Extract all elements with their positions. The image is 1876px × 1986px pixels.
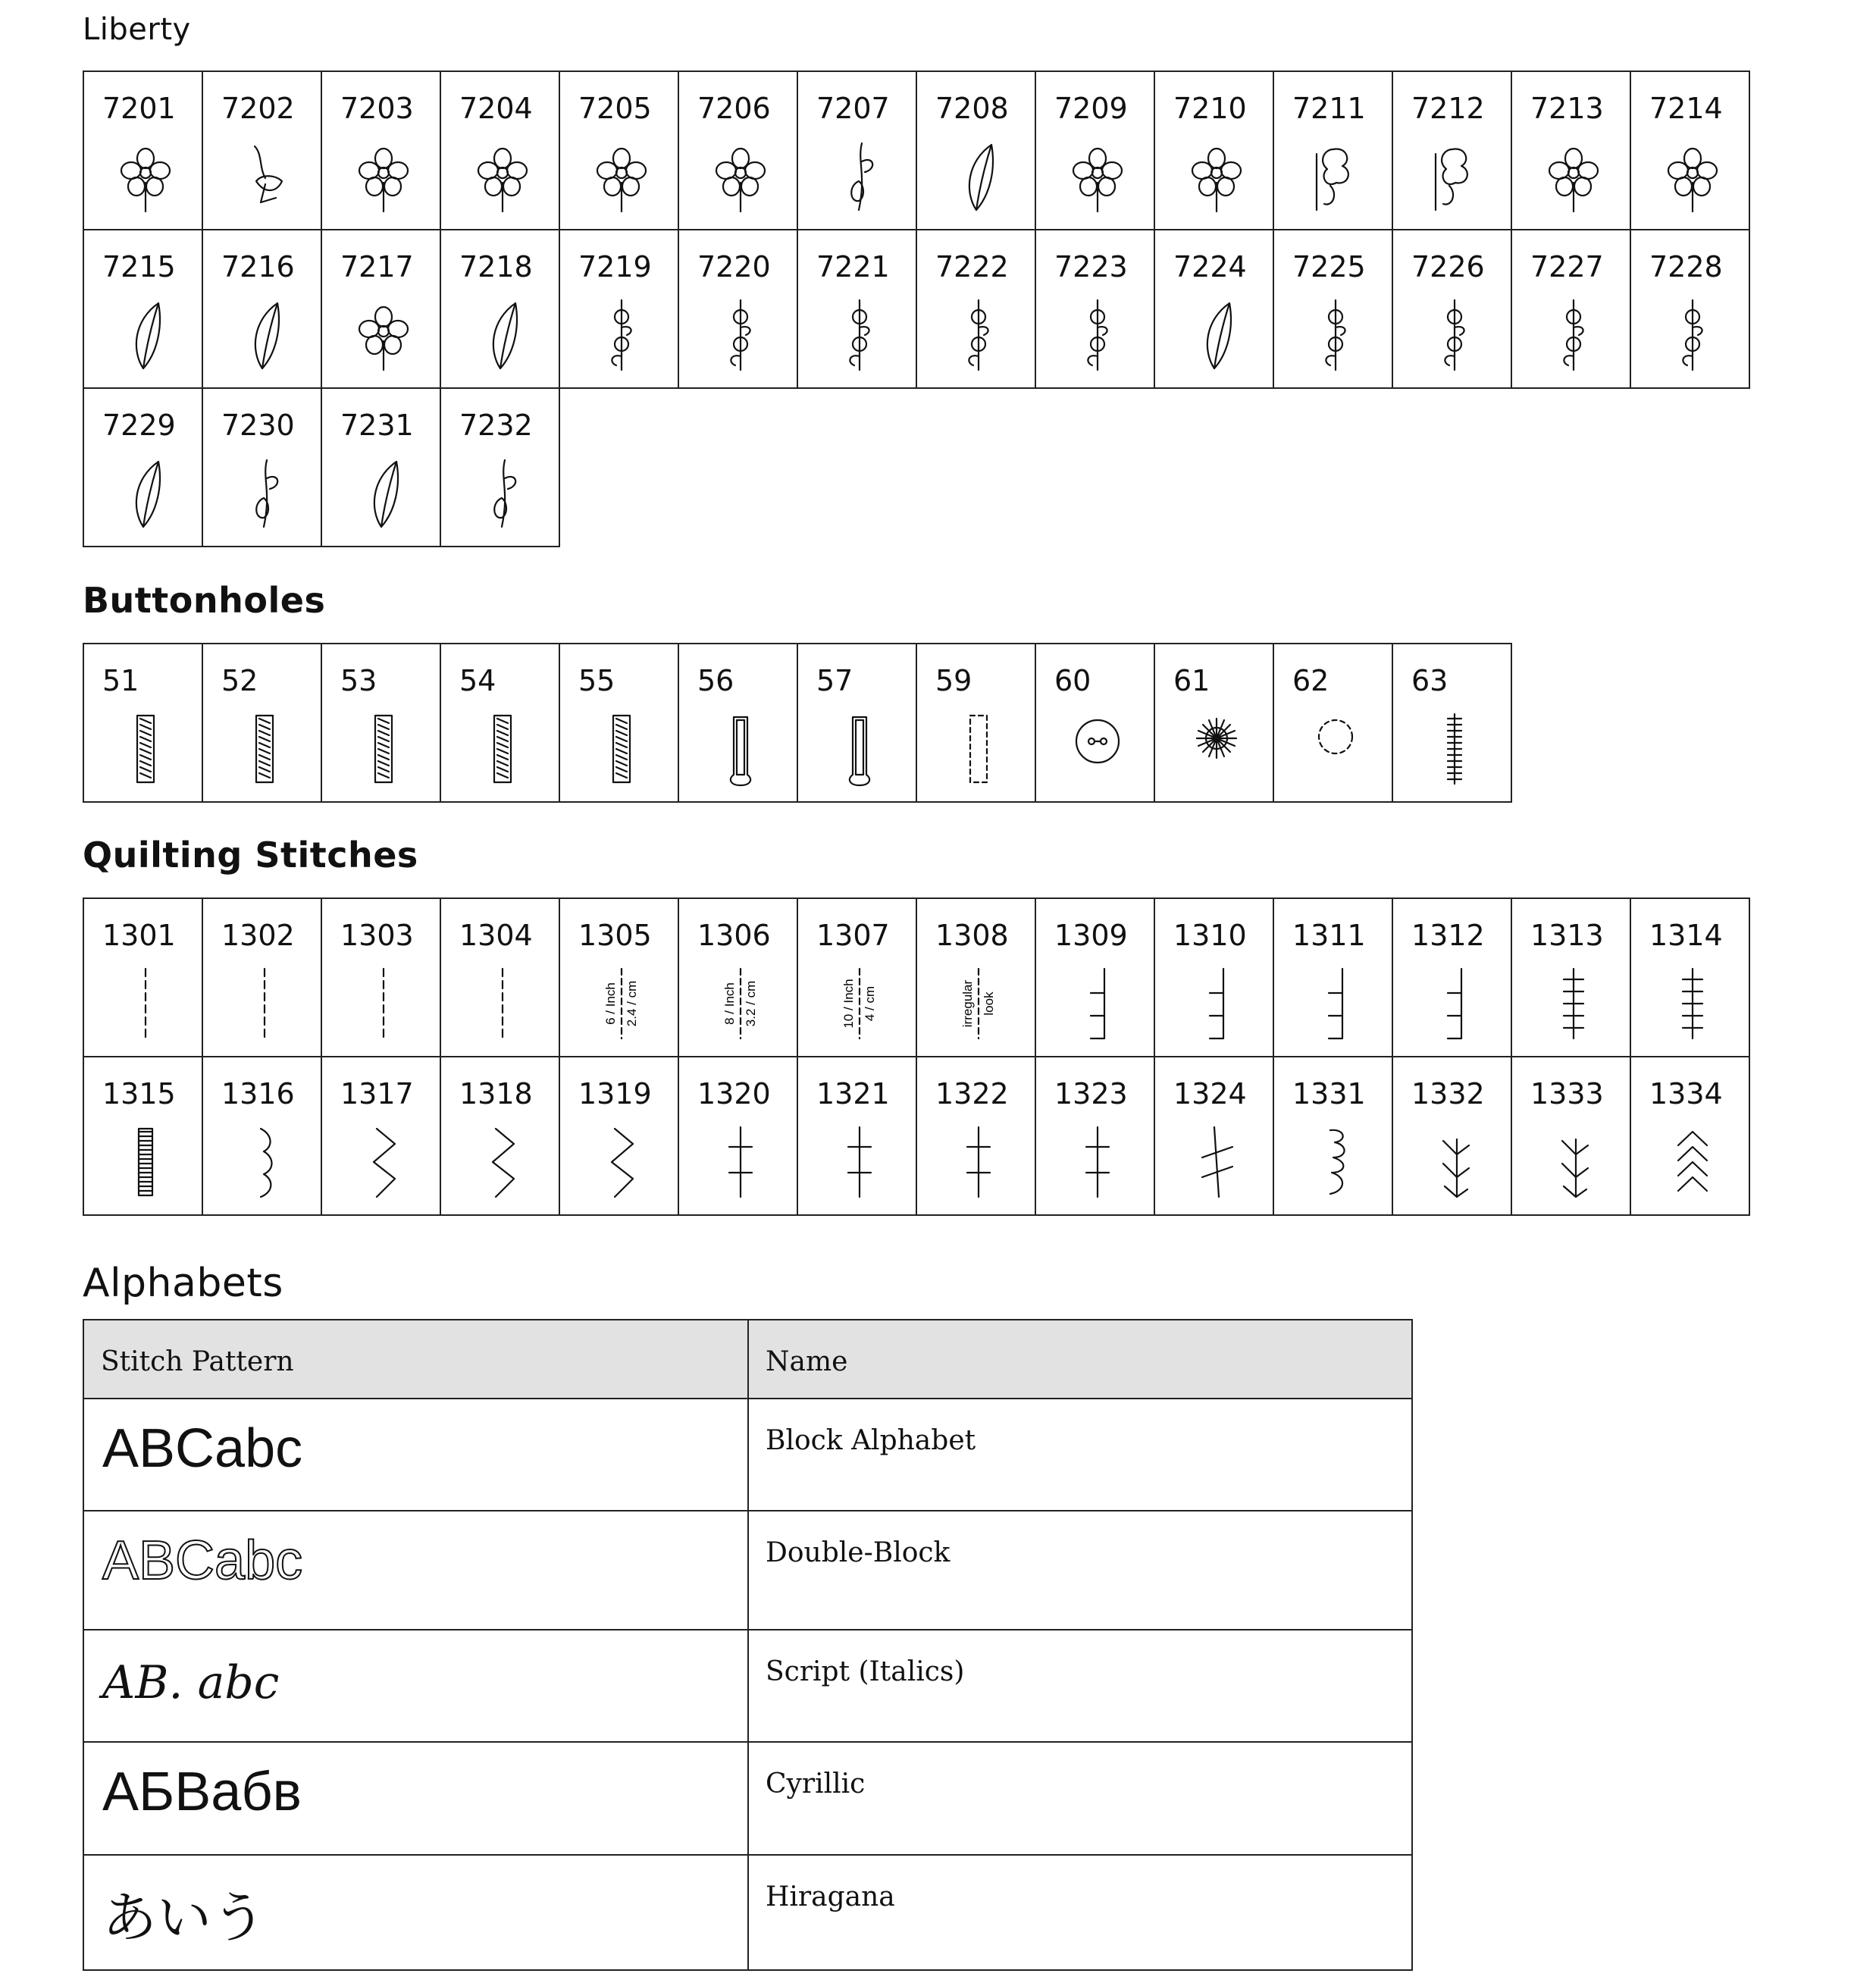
stitch-cell [202, 388, 321, 547]
stitch-number: 7218 [459, 250, 533, 283]
comb-stitch-icon [1422, 966, 1487, 1042]
alphabet-name: Block Alphabet [748, 1399, 1412, 1511]
keyhole-buttonhole-icon [827, 711, 892, 787]
stitch-cell [83, 230, 202, 388]
section-title-alphabets: Alphabets [83, 1261, 283, 1306]
stitch-cell [559, 230, 678, 388]
bud-icon [827, 139, 892, 215]
alphabet-name: Double-Block [748, 1511, 1412, 1630]
stitch-number: 7228 [1649, 250, 1723, 283]
stitch-number: 7207 [816, 92, 890, 125]
stitch-cell [1273, 644, 1392, 802]
comb-stitch-icon [1303, 966, 1368, 1042]
stitch-number: 7214 [1649, 92, 1723, 125]
stitch-number: 1307 [816, 919, 890, 952]
stitch-cell [440, 898, 559, 1057]
flower-stem-icon [1422, 139, 1487, 215]
stitch-cell [1392, 71, 1511, 230]
stitch-number: 61 [1173, 664, 1210, 697]
vine-icon [1660, 297, 1725, 373]
alphabet-name: Script (Italics) [748, 1630, 1412, 1742]
stitch-number: 7210 [1173, 92, 1247, 125]
stitch-cell [321, 1057, 440, 1215]
stitch-number: 7220 [697, 250, 771, 283]
stitch-number: 7229 [102, 409, 176, 442]
grid-row [83, 898, 1749, 1057]
table-row [83, 1630, 1412, 1742]
stitch-cell [1035, 1057, 1154, 1215]
stitch-number: 7213 [1530, 92, 1604, 125]
vine-icon [589, 297, 654, 373]
bud-icon [232, 456, 297, 531]
stitch-cell [1630, 1057, 1749, 1215]
stitch-cell [916, 644, 1035, 802]
stitch-cell [1511, 898, 1630, 1057]
stitch-number: 7216 [221, 250, 295, 283]
stitch-cell [1273, 1057, 1392, 1215]
buttonhole-icon [232, 711, 297, 787]
stitch-number: 1304 [459, 919, 533, 952]
stitch-cell [559, 1057, 678, 1215]
table-row [83, 1855, 1412, 1970]
stitch-density-label: 2.4 / cm [625, 980, 639, 1027]
zigzag-stitch-icon [589, 1124, 654, 1200]
stitch-number: 57 [816, 664, 853, 697]
table-row [83, 1511, 1412, 1630]
stitch-number: 53 [340, 664, 377, 697]
alphabet-sample: ABCabc [102, 1530, 303, 1591]
branch-stitch-icon [1422, 1124, 1487, 1200]
stitch-number: 7203 [340, 92, 414, 125]
chevron-stitch-icon [1660, 1124, 1725, 1200]
alphabets-table [83, 1319, 1413, 1971]
stitch-number: 1333 [1530, 1077, 1604, 1110]
stitch-number: 1311 [1292, 919, 1366, 952]
dash-line-icon [470, 966, 535, 1042]
stitch-number: 1317 [340, 1077, 414, 1110]
stipple-stitch-icon [1303, 1124, 1368, 1200]
flower-icon [1541, 139, 1606, 215]
stitch-cell [1630, 898, 1749, 1057]
vine-icon [1303, 297, 1368, 373]
comb-stitch-icon [1065, 966, 1130, 1042]
stitch-density-label: 10 / Inch [841, 979, 856, 1029]
alphabets-header-row [83, 1320, 1412, 1399]
stitch-number: 1310 [1173, 919, 1247, 952]
stitch-cell [202, 230, 321, 388]
stitch-cell [916, 71, 1035, 230]
stitch-cell [1154, 898, 1273, 1057]
stitch-density-label: irregular [960, 979, 975, 1028]
zigzag-stitch-icon [470, 1124, 535, 1200]
branch-stitch-icon [1541, 1124, 1606, 1200]
section-title-quilting: Quilting Stitches [83, 835, 418, 876]
stitch-number: 1319 [578, 1077, 652, 1110]
stitch-number: 7208 [935, 92, 1009, 125]
stitch-cell [916, 898, 1035, 1057]
flower-icon [470, 139, 535, 215]
stitch-cell [321, 644, 440, 802]
labeled-stitch-icon [708, 966, 773, 1042]
keyhole-buttonhole-icon [708, 711, 773, 787]
stitch-number: 1321 [816, 1077, 890, 1110]
stitch-number: 1315 [102, 1077, 176, 1110]
stitch-number: 7231 [340, 409, 414, 442]
dashed-buttonhole-icon [946, 711, 1011, 787]
stitch-number: 1318 [459, 1077, 533, 1110]
alphabet-sample: あいう [102, 1886, 267, 1950]
stitch-number: 7227 [1530, 250, 1604, 283]
comb-stitch-icon [1184, 966, 1249, 1042]
buttonhole-icon [113, 711, 178, 787]
stitch-cell [916, 1057, 1035, 1215]
feather-stitch-icon [1541, 966, 1606, 1042]
stitch-cell [678, 230, 797, 388]
stitch-cell [1154, 1057, 1273, 1215]
stitch-cell [797, 230, 916, 388]
section-title-buttonholes: Buttonholes [83, 580, 326, 621]
stitch-cell [1035, 898, 1154, 1057]
stitch-cell [559, 898, 678, 1057]
stitch-number: 62 [1292, 664, 1329, 697]
stitch-cell [1273, 230, 1392, 388]
leaf-icon [946, 139, 1011, 215]
stitch-number: 54 [459, 664, 496, 697]
leaf-icon [113, 456, 178, 531]
vine-icon [708, 297, 773, 373]
wave-stitch-icon [232, 1124, 297, 1200]
leaf-icon [113, 297, 178, 373]
stitch-cell [797, 644, 916, 802]
stitch-cell [83, 388, 202, 547]
alphabet-name: Cyrillic [748, 1742, 1412, 1855]
dashed-circle-icon [1303, 711, 1368, 787]
stitch-cell [678, 1057, 797, 1215]
stitch-cell [202, 644, 321, 802]
stitch-number: 1323 [1054, 1077, 1128, 1110]
stitch-number: 1301 [102, 919, 176, 952]
stitch-number: 7224 [1173, 250, 1247, 283]
stitch-cell [1154, 644, 1273, 802]
labeled-stitch-icon [946, 966, 1011, 1042]
cross-stitch-icon [708, 1124, 773, 1200]
stitch-cell [678, 644, 797, 802]
stitch-cell [1154, 71, 1273, 230]
stitch-cell [559, 71, 678, 230]
satin-stitch-icon [113, 1124, 178, 1200]
stitch-number: 56 [697, 664, 734, 697]
grid-row [83, 1057, 1749, 1215]
stitch-number: 1305 [578, 919, 652, 952]
stitch-number: 52 [221, 664, 258, 697]
vine-icon [1422, 297, 1487, 373]
dash-line-icon [232, 966, 297, 1042]
labeled-stitch-icon [589, 966, 654, 1042]
flower-icon [113, 139, 178, 215]
flower-stem-icon [1303, 139, 1368, 215]
dash-line-icon [351, 966, 416, 1042]
feather-stitch-icon [1660, 966, 1725, 1042]
stitch-number: 7211 [1292, 92, 1366, 125]
stitch-number: 7202 [221, 92, 295, 125]
stitch-number: 1324 [1173, 1077, 1247, 1110]
stitch-cell [440, 230, 559, 388]
alphabet-name: Hiragana [748, 1855, 1412, 1970]
stitch-number: 7206 [697, 92, 771, 125]
grid-row [83, 230, 1749, 388]
stitch-density-label: 8 / Inch [722, 982, 737, 1025]
stitch-number: 1306 [697, 919, 771, 952]
stitch-number: 1314 [1649, 919, 1723, 952]
stitch-number: 1308 [935, 919, 1009, 952]
stitch-cell [797, 1057, 916, 1215]
stitch-number: 1322 [935, 1077, 1009, 1110]
stitch-density-label: 3.2 / cm [744, 980, 758, 1027]
stitch-number: 60 [1054, 664, 1091, 697]
stitch-number: 7230 [221, 409, 295, 442]
stitch-cell [83, 71, 202, 230]
stitch-number: 1320 [697, 1077, 771, 1110]
stitch-number: 7219 [578, 250, 652, 283]
stitch-cell [1154, 230, 1273, 388]
stitch-cell [1511, 71, 1630, 230]
stitch-number: 7205 [578, 92, 652, 125]
table-row [83, 1742, 1412, 1855]
button-sew-on-icon [1065, 711, 1130, 787]
stitch-cell [1511, 1057, 1630, 1215]
buttonhole-icon [470, 711, 535, 787]
stitch-number: 1334 [1649, 1077, 1723, 1110]
flower-icon [1065, 139, 1130, 215]
stitch-cell [1392, 644, 1511, 802]
stitch-number: 7212 [1411, 92, 1485, 125]
column-header-stitch-pattern: Stitch Pattern [83, 1320, 748, 1399]
stitch-cell [321, 230, 440, 388]
stitch-cell [440, 388, 559, 547]
stitch-cell [83, 898, 202, 1057]
grid-row [83, 71, 1749, 230]
stitch-cell [321, 71, 440, 230]
stitch-number: 51 [102, 664, 139, 697]
stitch-number: 7215 [102, 250, 176, 283]
stitch-cell [1035, 71, 1154, 230]
zigzag-stitch-icon [351, 1124, 416, 1200]
stitch-number: 1332 [1411, 1077, 1485, 1110]
alphabet-sample: АБВабв [102, 1762, 302, 1822]
bar-tack-icon [1422, 711, 1487, 787]
vine-icon [1065, 297, 1130, 373]
stitch-cell [797, 71, 916, 230]
stitch-density-label: 6 / Inch [603, 982, 618, 1025]
stitch-number: 7204 [459, 92, 533, 125]
stitch-cell [797, 898, 916, 1057]
vine-icon [1541, 297, 1606, 373]
table-row [83, 1399, 1412, 1511]
stitch-number: 1312 [1411, 919, 1485, 952]
stitch-cell [1630, 230, 1749, 388]
stitch-cell [1630, 71, 1749, 230]
quilting-grid [83, 897, 1750, 1216]
stitch-number: 7223 [1054, 250, 1128, 283]
hash-stitch-icon [1184, 1124, 1249, 1200]
stitch-cell [1392, 898, 1511, 1057]
flower-icon [351, 139, 416, 215]
stitch-cell [1273, 71, 1392, 230]
labeled-stitch-icon [827, 966, 892, 1042]
column-header-name: Name [748, 1320, 1412, 1399]
leaf-icon [351, 456, 416, 531]
vine-icon [946, 297, 1011, 373]
stitch-number: 63 [1411, 664, 1448, 697]
stitch-cell [916, 230, 1035, 388]
stitch-cell [1392, 1057, 1511, 1215]
stitch-number: 1309 [1054, 919, 1128, 952]
stitch-cell [440, 1057, 559, 1215]
stitch-cell [678, 898, 797, 1057]
stitch-cell [1511, 230, 1630, 388]
stitch-cell [83, 644, 202, 802]
stitch-cell [83, 1057, 202, 1215]
buttonhole-icon [589, 711, 654, 787]
stitch-number: 1302 [221, 919, 295, 952]
flower-icon [1660, 139, 1725, 215]
dash-line-icon [113, 966, 178, 1042]
stitch-density-label: look [982, 991, 996, 1016]
stitch-cell [321, 898, 440, 1057]
leaf-icon [232, 297, 297, 373]
stitch-number: 1303 [340, 919, 414, 952]
stitch-number: 7222 [935, 250, 1009, 283]
stitch-number: 7225 [1292, 250, 1366, 283]
flower-icon [708, 139, 773, 215]
leaf-icon [470, 297, 535, 373]
bellflower-icon [232, 139, 297, 215]
section-title-liberty: Liberty [83, 12, 191, 47]
stitch-cell [202, 71, 321, 230]
stitch-number: 7221 [816, 250, 890, 283]
stitch-cell [321, 388, 440, 547]
stitch-cell [559, 644, 678, 802]
buttonhole-icon [351, 711, 416, 787]
alphabet-sample: AB. abc [102, 1656, 280, 1709]
stitch-cell [202, 898, 321, 1057]
stitch-cell [440, 71, 559, 230]
stitch-cell [1392, 230, 1511, 388]
bud-icon [470, 456, 535, 531]
stitch-cell [678, 71, 797, 230]
stitch-density-label: 4 / cm [863, 985, 877, 1022]
cross-stitch-icon [1065, 1124, 1130, 1200]
alphabet-sample: ABCabc [102, 1418, 303, 1479]
flower-icon [351, 297, 416, 373]
buttonholes-grid [83, 643, 1512, 803]
stitch-number: 1331 [1292, 1077, 1366, 1110]
stitch-number: 55 [578, 664, 615, 697]
flower-icon [589, 139, 654, 215]
stitch-cell [440, 644, 559, 802]
stitch-cell [1273, 898, 1392, 1057]
stitch-number: 59 [935, 664, 972, 697]
vine-icon [827, 297, 892, 373]
stitch-number: 7201 [102, 92, 176, 125]
stitch-cell [1035, 644, 1154, 802]
stitch-number: 7209 [1054, 92, 1128, 125]
stitch-number: 7217 [340, 250, 414, 283]
grid-row [83, 388, 1749, 547]
flower-icon [1184, 139, 1249, 215]
liberty-grid [83, 70, 1750, 547]
stitch-number: 1313 [1530, 919, 1604, 952]
stitch-cell [202, 1057, 321, 1215]
leaf-icon [1184, 297, 1249, 373]
cross-stitch-icon [827, 1124, 892, 1200]
stitch-number: 7226 [1411, 250, 1485, 283]
cross-stitch-icon [946, 1124, 1011, 1200]
stitch-number: 7232 [459, 409, 533, 442]
grid-row [83, 644, 1511, 802]
stitch-number: 1316 [221, 1077, 295, 1110]
stitch-cell [1035, 230, 1154, 388]
eyelet-icon [1184, 711, 1249, 787]
